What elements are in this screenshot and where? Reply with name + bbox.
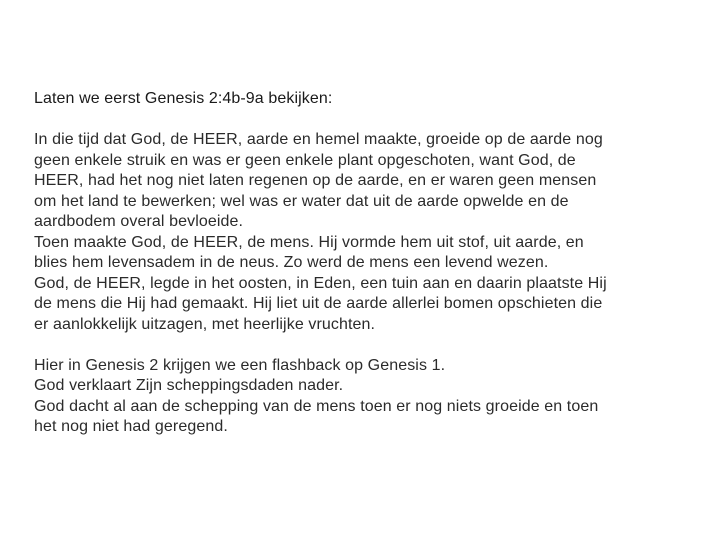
commentary-line: Hier in Genesis 2 krijgen we een flashback op Genesis 1.: [34, 356, 446, 374]
quote-line: blies hem levensadem in de neus. Zo werd de mens een levend wezen.: [34, 254, 549, 271]
quote-line: geen enkele struik en was er geen enkele plant opgeschoten, want God, de: [34, 151, 576, 169]
commentary-line: God dacht al aan de schepping van de mens toen er nog niets groeide en toen: [34, 397, 599, 415]
commentary-line: het nog niet had geregend.: [34, 418, 228, 435]
commentary-line: God verklaart Zijn scheppingsdaden nader.: [34, 377, 344, 394]
quote-line: In die tijd dat God, de HEER, aarde en hemel maakte, groeide op de aarde nog: [34, 131, 603, 148]
quote-line: om het land te bewerken; wel was er water dat uit de aarde opwelde en de: [34, 192, 569, 210]
quote-line: aardbodem overal bevloeide.: [34, 213, 244, 230]
quote-line: er aanlokkelijk uitzagen, met heerlijke vruchten.: [34, 315, 376, 333]
quote-line: God, de HEER, legde in het oosten, in Eden, een tuin aan en daarin plaatste Hij: [34, 274, 607, 292]
commentary: [34, 356, 694, 438]
text-block: [34, 89, 694, 438]
slide-heading: Laten we eerst Genesis 2:4b-9a bekijken:: [34, 90, 333, 107]
paragraph-spacer: [34, 335, 694, 356]
scripture-quote: [34, 130, 694, 335]
quote-line: HEER, had het nog niet laten regenen op de aarde, en er waren geen mensen: [34, 172, 597, 189]
quote-line: de mens die Hij had gemaakt. Hij liet uit de aarde allerlei bomen opschieten die: [34, 295, 603, 312]
quote-line: Toen maakte God, de HEER, de mens. Hij vormde hem uit stof, uit aarde, en: [34, 233, 584, 251]
